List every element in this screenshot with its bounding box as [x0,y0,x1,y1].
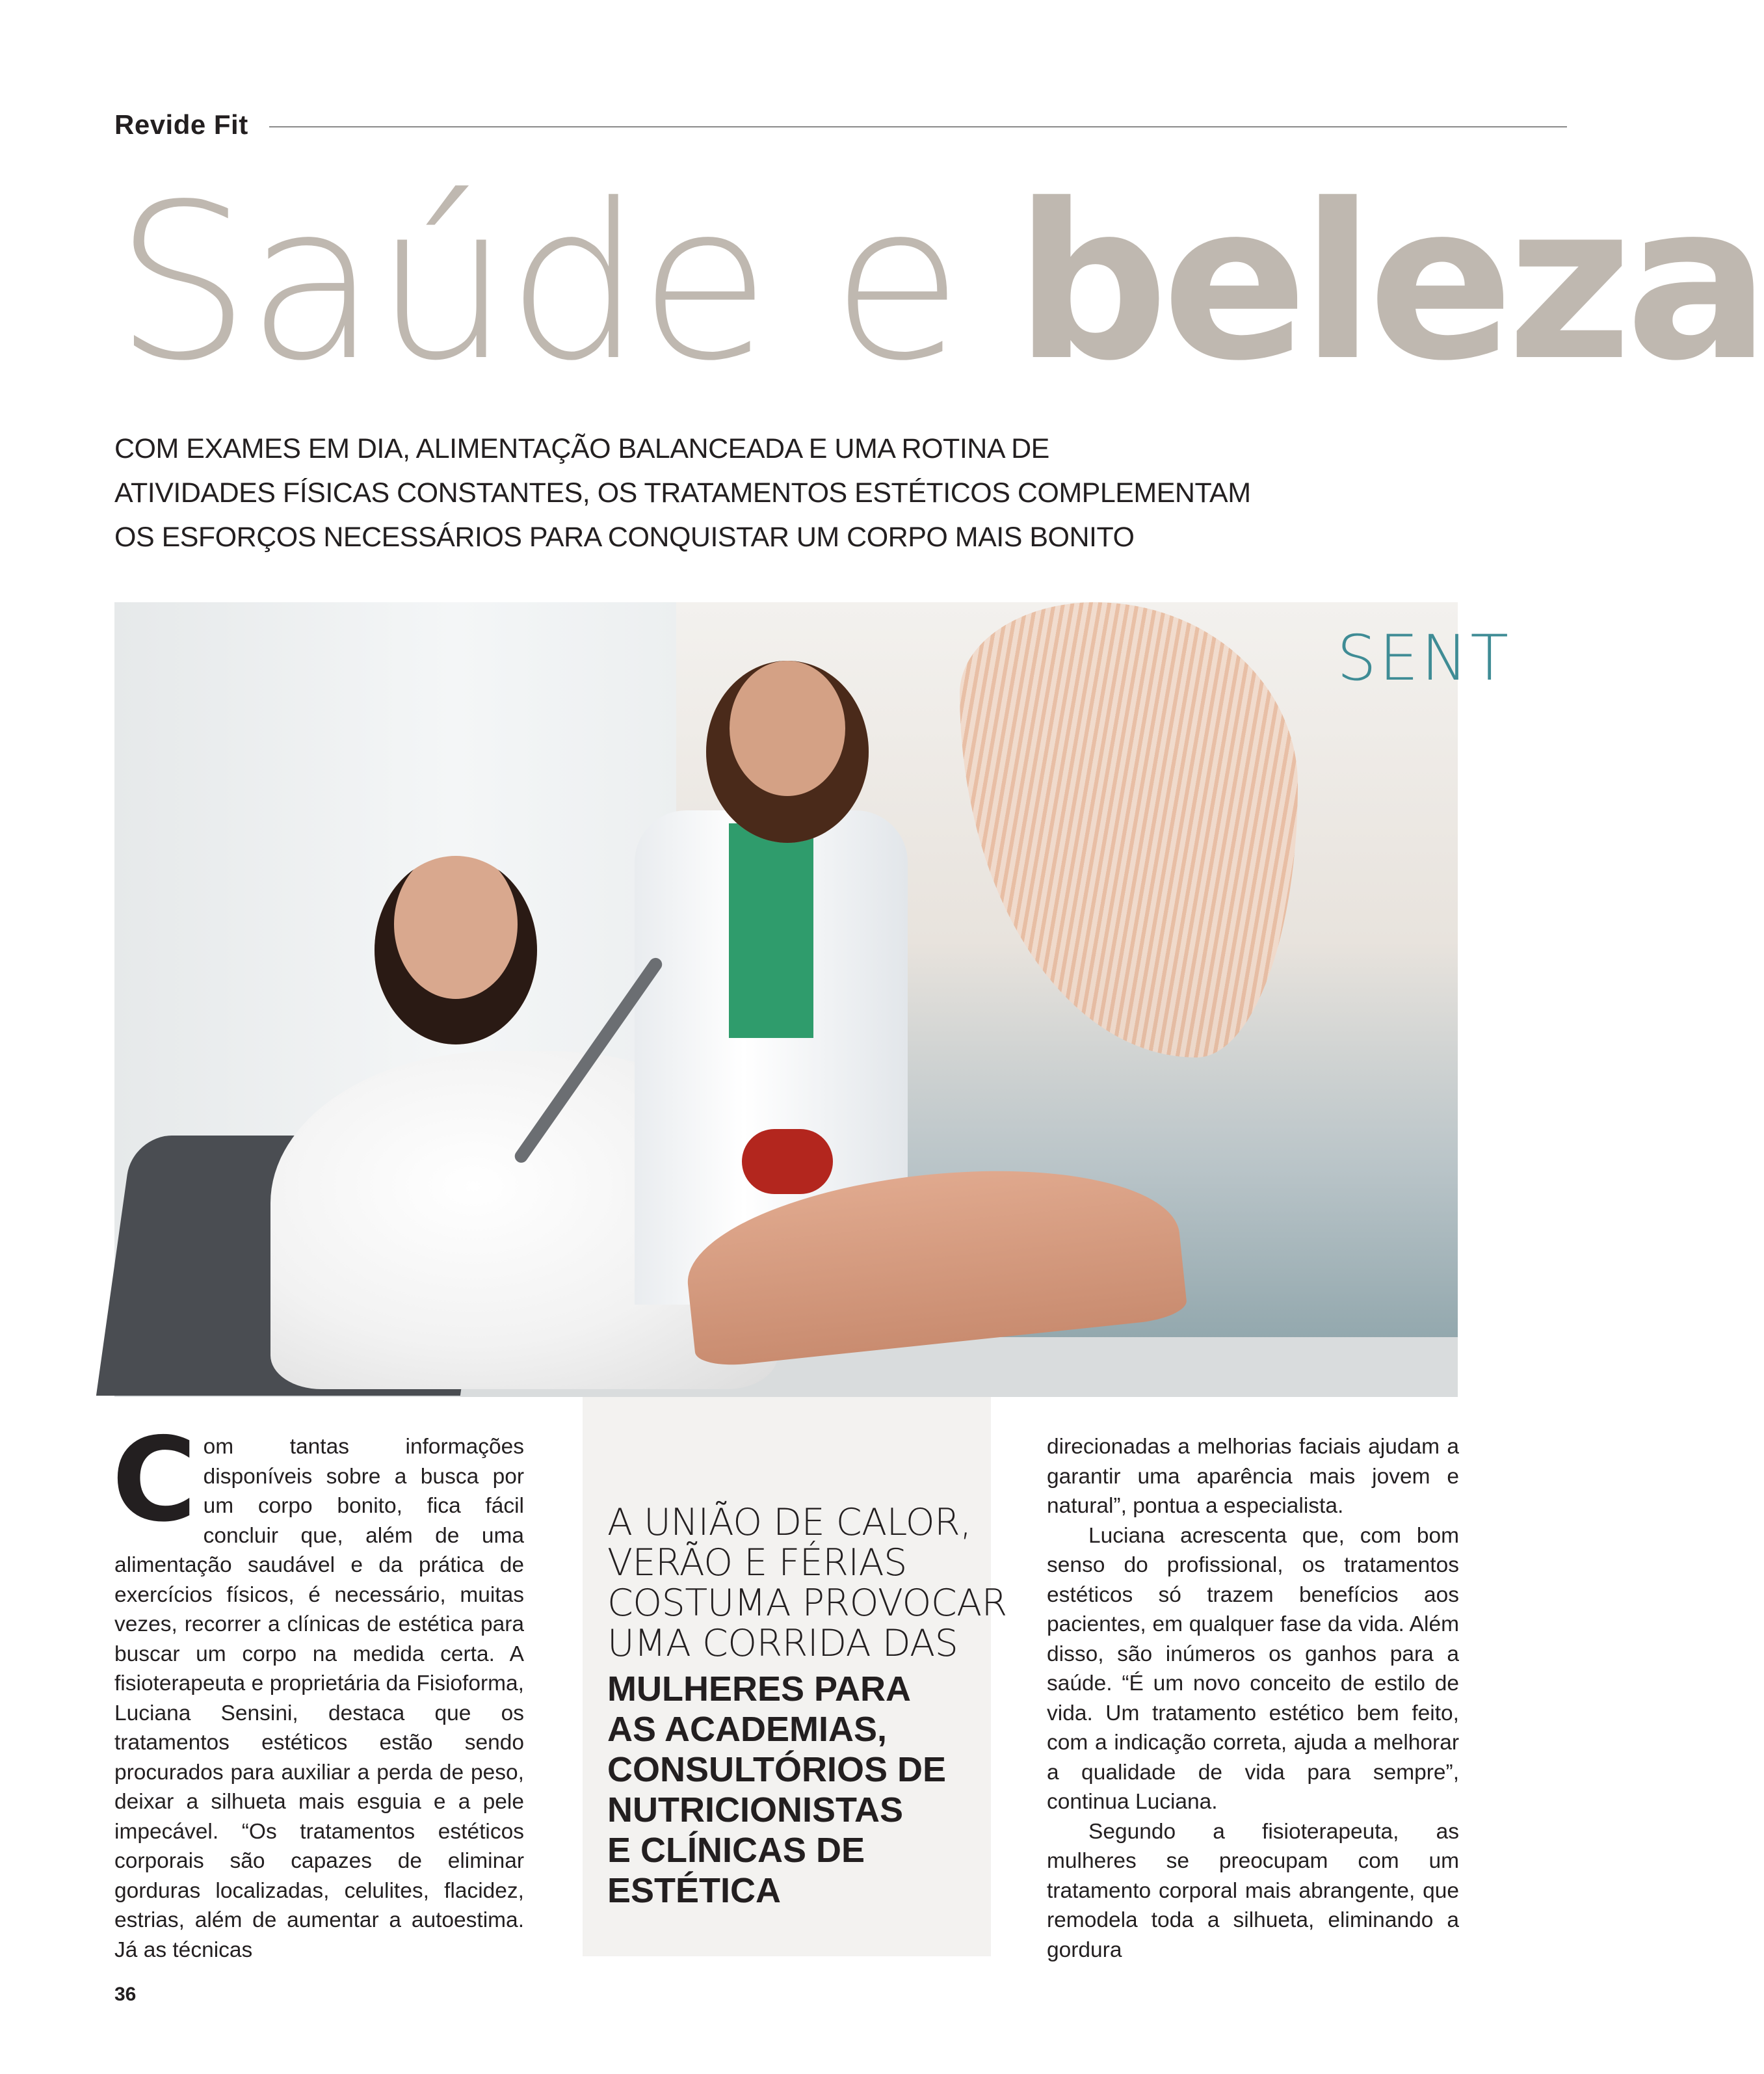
pull-quote-line: NUTRICIONISTAS [607,1790,903,1829]
pull-quote-line: VERÃO E FÉRIAS [607,1541,907,1584]
article-paragraph: direcionadas a melhorias faciais ajudam a garantir uma aparência mais jovem e natural”, pontua a especialista. [1047,1435,1459,1518]
article-text: om tantas informações disponíveis sobre a busca por um corpo bonito, fica fácil concluir que, além de uma alimentação saudável e da prática de exercícios físicos, é necessário, muitas vezes, recorrer a clínicas de estética para buscar um corpo na medida certa. A fisioterapeuta e proprietária da Fisioforma, Luciana Sensini, destaca que os tratamentos estéticos estão sendo procurados para auxiliar a perda de peso, deixar a silhueta mais esguia e a pele impecável. “Os tratamentos estéticos corporais são capazes de eliminar gorduras localizadas, celulites, flacidez, estrias, além de aumentar a autoestima. Já as técnicas [114,1435,524,1962]
drop-cap: C [112,1413,197,1547]
article-photo [114,602,1512,1397]
photo-green-dress [729,823,813,1038]
headline-light: Saúde e [114,158,960,408]
page-number: 36 [114,1984,137,2005]
pull-quote-line: AS ACADEMIAS, [607,1710,888,1749]
section-divider [269,126,1567,127]
subhead-line: ATIVIDADES FÍSICAS CONSTANTES, OS TRATAMENTOS ESTÉTICOS COMPLEMENTAM [114,477,1251,509]
pull-quote-line: UMA CORRIDA DAS [607,1622,958,1665]
pull-quote-line: MULHERES PARA [607,1669,912,1708]
subhead-line: OS ESFORÇOS NECESSÁRIOS PARA CONQUISTAR UM CORPO MAIS BONITO [114,522,1135,553]
article-paragraph: Segundo a fisioterapeuta, as mulheres se preocupam com um tratamento corporal mais abrangente, que remodela toda a silhueta, eliminando a gordura [1047,1819,1459,1962]
pull-quote-light [607,1501,1007,1665]
article-column-right [1047,1432,1459,1965]
article-column-left [112,1413,524,1965]
photo-patient [375,856,537,1044]
pull-quote-line: ESTÉTICA [607,1871,782,1910]
photo-therapist [706,661,869,843]
subhead-line: COM EXAMES EM DIA, ALIMENTAÇÃO BALANCEADA E UMA ROTINA DE [114,433,1049,464]
pull-quote-line: E CLÍNICAS DE [607,1831,865,1870]
article-paragraph [112,1413,524,1965]
pull-quote-bold [607,1669,997,1911]
section-label: Revide Fit [114,109,248,140]
subheadline [114,427,1251,559]
article-paragraph: Luciana acrescenta que, com bom senso do profissional, os tratamentos estéticos só trazem benefícios aos pacientes, em qualquer fase da vida. Além disso, são inúmeros os ganhos para a saúde. “É um novo conceito de estilo de vida. Um tratamento estético bem feito, com a indicação correta, ajuda a melhorar a qualidade de vida para sempre”, continua Luciana. [1047,1523,1459,1814]
pull-quote-line: CONSULTÓRIOS DE [607,1750,947,1789]
pull-quote-line: COSTUMA PROVOCAR [607,1582,1007,1625]
photo-treatment-device [742,1129,833,1194]
headline-bold: beleza [1014,158,1764,408]
poster-text: SENT [1337,622,1512,695]
headline [114,158,1764,408]
pull-quote-line: A UNIÃO DE CALOR, [607,1501,971,1544]
